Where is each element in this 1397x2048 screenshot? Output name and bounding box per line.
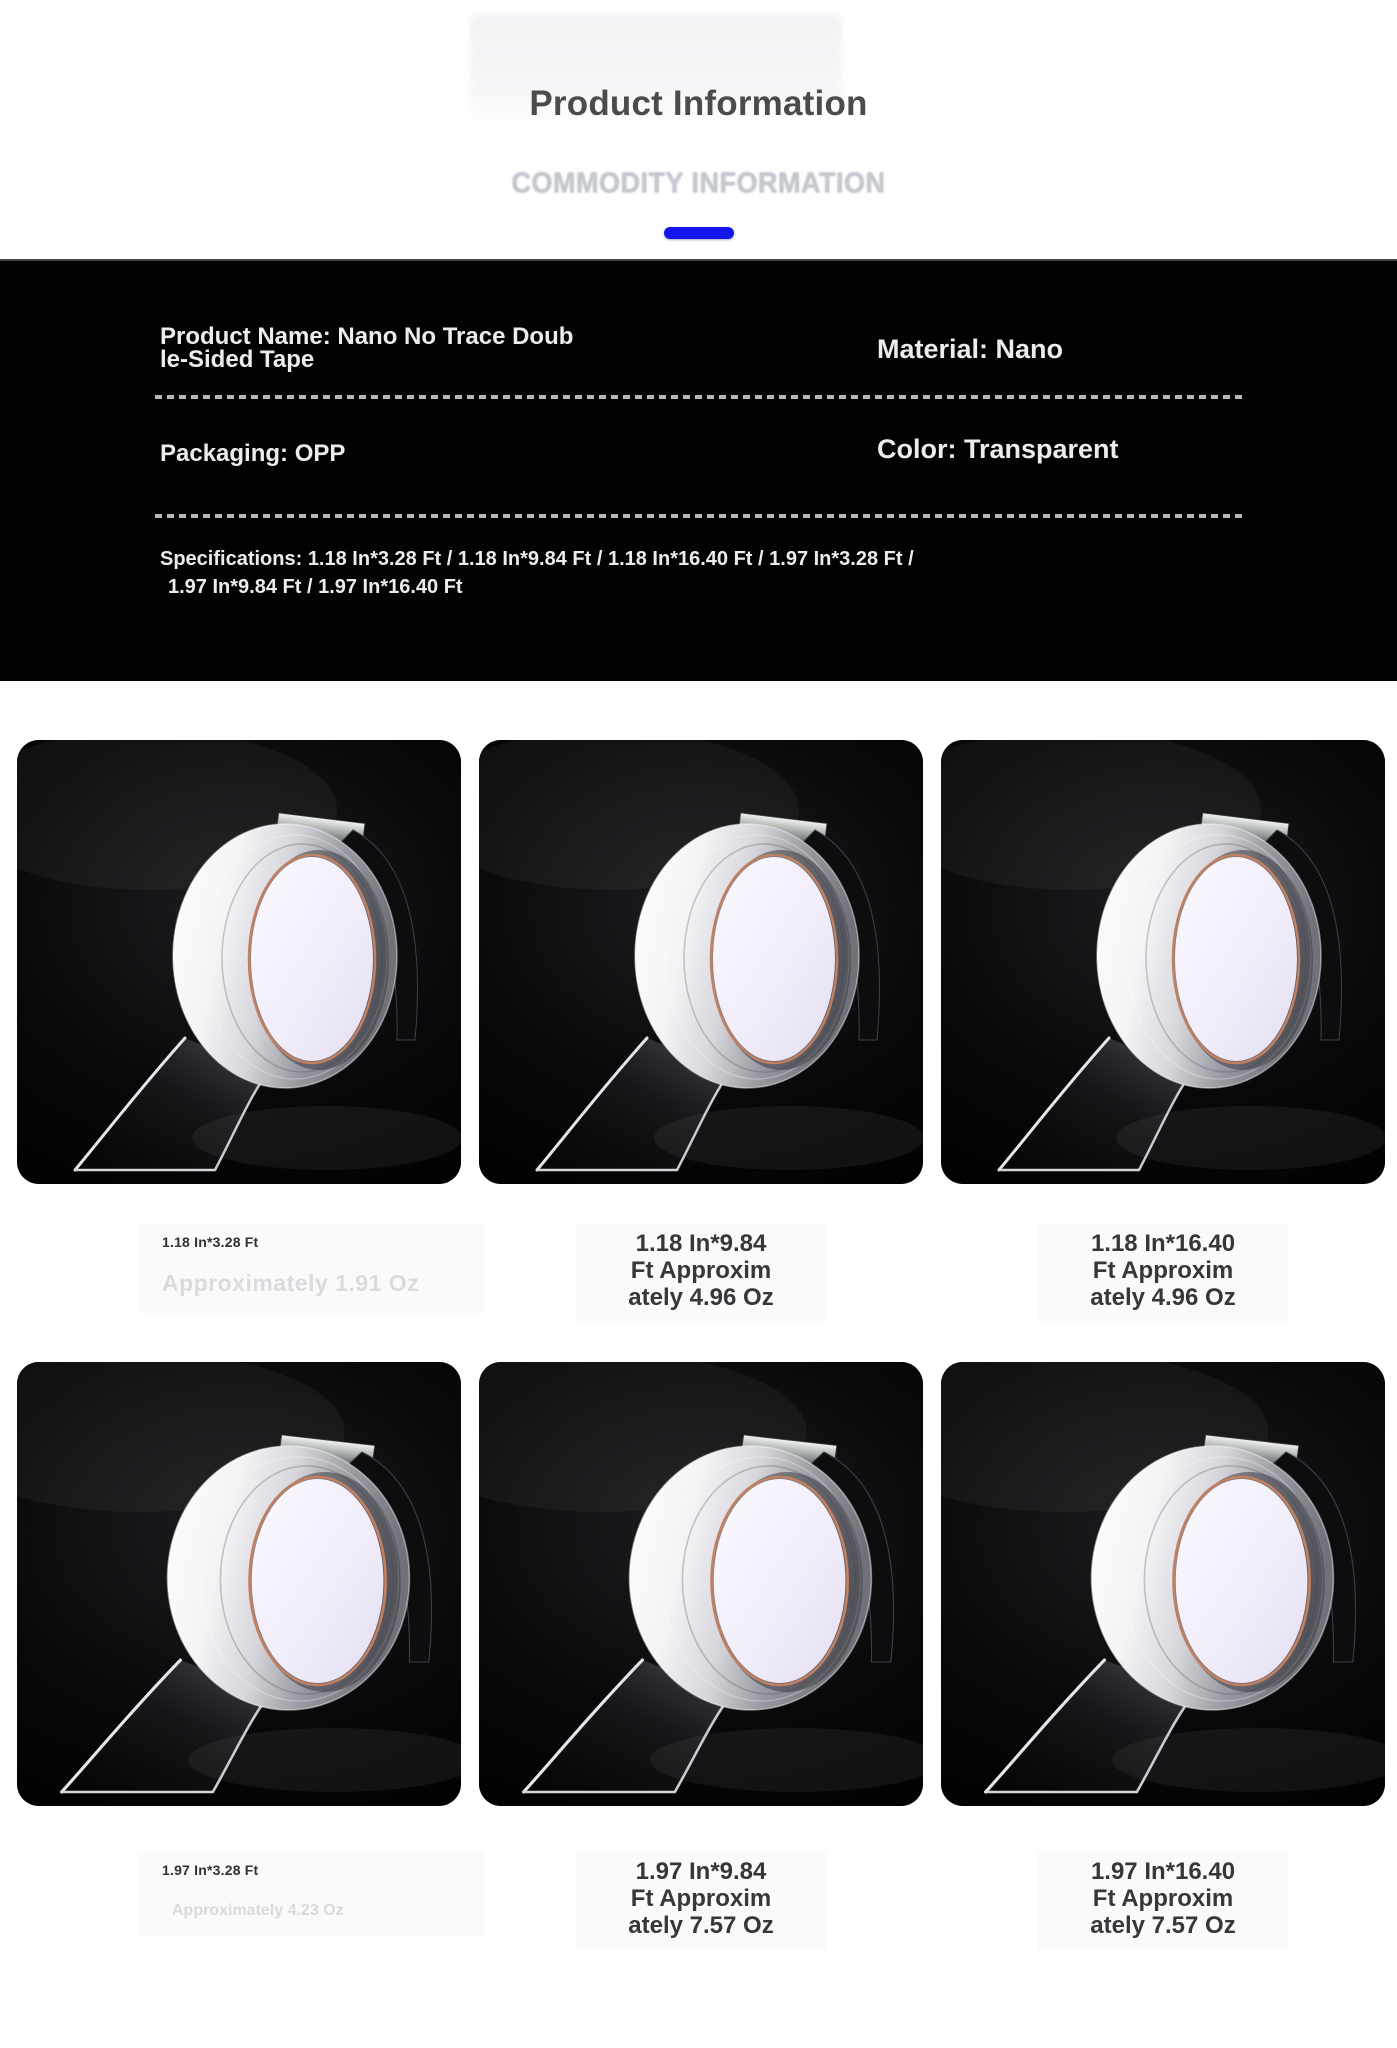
dashed-divider	[155, 514, 1245, 518]
weight-label: Approximately 1.91 Oz	[162, 1270, 420, 1296]
caption-line3: ately 4.96 Oz	[628, 1284, 774, 1311]
caption-line3: ately 7.57 Oz	[1090, 1912, 1236, 1939]
caption-line2: Ft Approxim	[630, 1257, 772, 1284]
page-title: Product Information	[529, 84, 868, 123]
tape-roll-photo	[479, 740, 923, 1184]
product-info-panel	[0, 259, 1397, 681]
caption-line2: Ft Approxim	[630, 1885, 772, 1912]
weight-label: Approximately 4.23 Oz	[172, 1902, 344, 1919]
tape-roll-photo	[941, 740, 1385, 1184]
material-value: Material: Nano	[877, 334, 1064, 364]
product-caption	[137, 1224, 484, 1313]
specifications-line1: Specifications: 1.18 In*3.28 Ft / 1.18 In*9.84 Ft / 1.18 In*16.40 Ft / 1.97 In*3.28 Ft /	[160, 548, 914, 570]
color-value: Color: Transparent	[877, 434, 1119, 464]
product-name	[160, 325, 573, 371]
dashed-divider	[155, 395, 1245, 399]
packaging-value: Packaging: OPP	[160, 440, 346, 467]
product-card	[17, 1362, 461, 1936]
product-card	[941, 740, 1385, 1321]
product-caption	[576, 1852, 826, 1949]
caption-line1: 1.18 In*16.40	[1090, 1230, 1236, 1257]
size-label: 1.97 In*3.28 Ft	[162, 1862, 259, 1878]
product-name-line2: le-Sided Tape	[160, 346, 315, 373]
size-label: 1.18 In*3.28 Ft	[162, 1234, 259, 1250]
caption-line2: Ft Approxim	[1092, 1885, 1234, 1912]
caption-line2: Ft Approxim	[1092, 1257, 1234, 1284]
caption-line1: 1.97 In*9.84	[635, 1858, 767, 1885]
accent-underline	[664, 227, 734, 239]
caption-line1: 1.18 In*9.84	[635, 1230, 767, 1257]
product-card	[479, 740, 923, 1321]
product-name-line1: Product Name: Nano No Trace Doub	[160, 323, 574, 350]
caption-line1: 1.97 In*16.40	[1090, 1858, 1236, 1885]
product-card	[17, 740, 461, 1313]
tape-roll-photo	[17, 740, 461, 1184]
page-subtitle: COMMODITY INFORMATION	[511, 167, 886, 199]
tape-roll-photo	[17, 1362, 461, 1806]
product-caption	[1038, 1224, 1288, 1321]
tape-roll-photo	[479, 1362, 923, 1806]
product-card	[941, 1362, 1385, 1949]
caption-line3: ately 7.57 Oz	[628, 1912, 774, 1939]
specifications-line2: 1.97 In*9.84 Ft / 1.97 In*16.40 Ft	[168, 576, 463, 598]
product-caption	[1038, 1852, 1288, 1949]
specifications	[160, 545, 914, 601]
caption-line3: ately 4.96 Oz	[1090, 1284, 1236, 1311]
product-caption	[576, 1224, 826, 1321]
product-caption	[137, 1852, 484, 1936]
tape-roll-photo	[941, 1362, 1385, 1806]
product-card	[479, 1362, 923, 1949]
